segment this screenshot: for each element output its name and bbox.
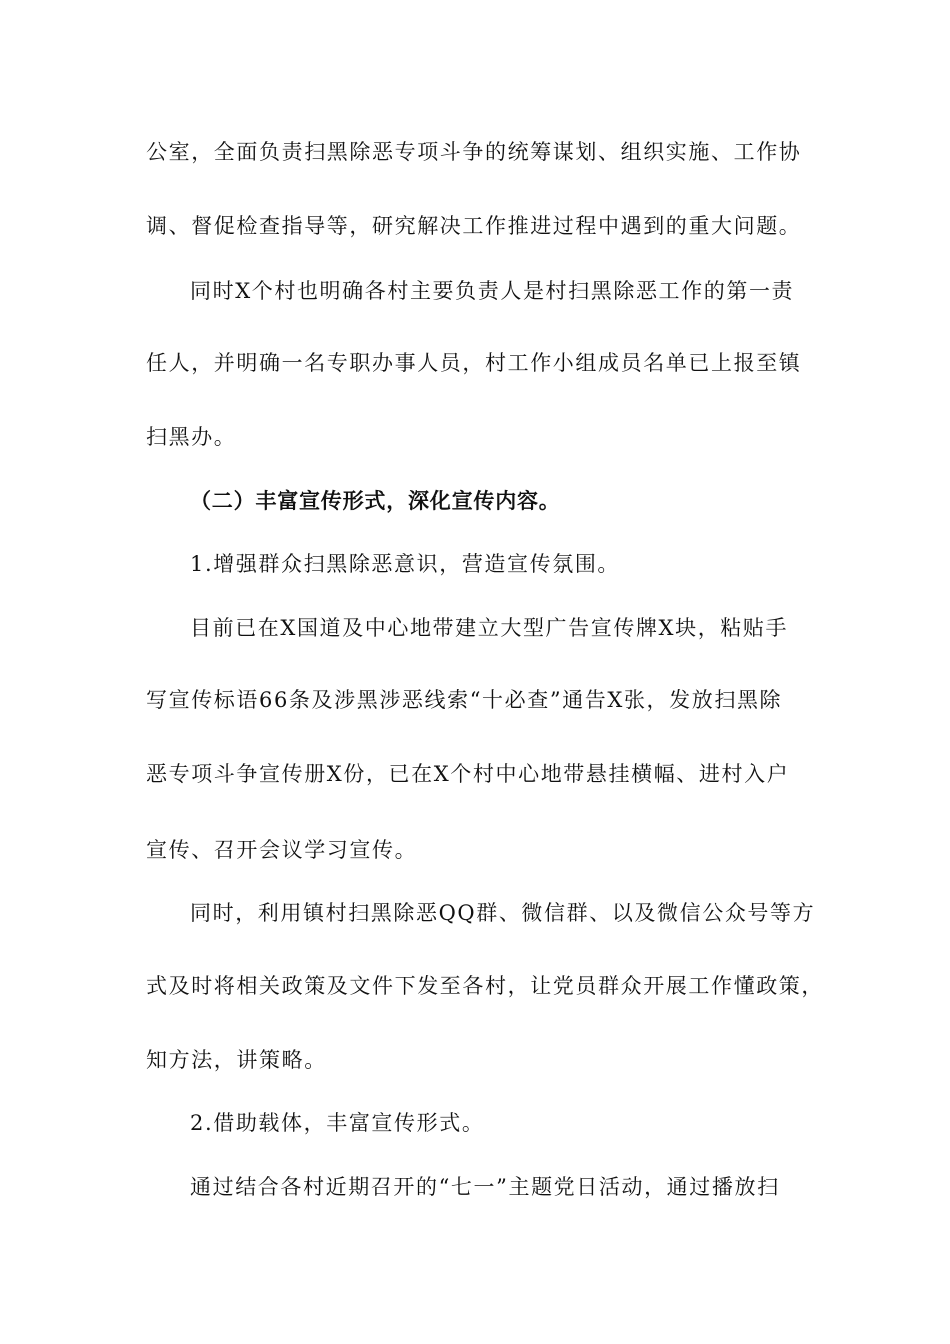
paragraph-line: 公室，全面负责扫黑除恶专项斗争的统筹谋划、组织实施、工作协 xyxy=(146,140,802,164)
paragraph-line: 目前已在X国道及中心地带建立大型广告宣传牌X块，粘贴手 xyxy=(190,616,789,640)
paragraph-line: 宣传、召开会议学习宣传。 xyxy=(146,838,418,862)
subheading: 2.借助载体，丰富宣传形式。 xyxy=(190,1111,485,1135)
paragraph-line: 式及时将相关政策及文件下发至各村，让党员群众开展工作懂政策， xyxy=(146,974,824,998)
section-heading: （二）丰富宣传形式，深化宣传内容。 xyxy=(190,488,561,513)
subheading: 1.增强群众扫黑除恶意识，营造宣传氛围。 xyxy=(190,552,621,576)
paragraph-line: 通过结合各村近期召开的“七一”主题党日活动，通过播放扫 xyxy=(190,1175,780,1199)
paragraph-line: 知方法，讲策略。 xyxy=(146,1048,327,1072)
paragraph-line: 扫黑办。 xyxy=(146,425,237,449)
paragraph-line: 同时，利用镇村扫黑除恶QQ群、微信群、以及微信公众号等方 xyxy=(190,901,816,925)
paragraph-line: 调、督促检查指导等，研究解决工作推进过程中遇到的重大问题。 xyxy=(146,214,802,238)
paragraph-line: 恶专项斗争宣传册X份，已在X个村中心地带悬挂横幅、进村入户 xyxy=(146,762,790,786)
paragraph-line: 任人，并明确一名专职办事人员，村工作小组成员名单已上报至镇 xyxy=(146,351,802,375)
paragraph-line: 同时X个村也明确各村主要负责人是村扫黑除恶工作的第一责 xyxy=(190,279,795,303)
paragraph-line: 写宣传标语66条及涉黑涉恶线索“十必查”通告X张，发放扫黑除 xyxy=(146,688,783,712)
